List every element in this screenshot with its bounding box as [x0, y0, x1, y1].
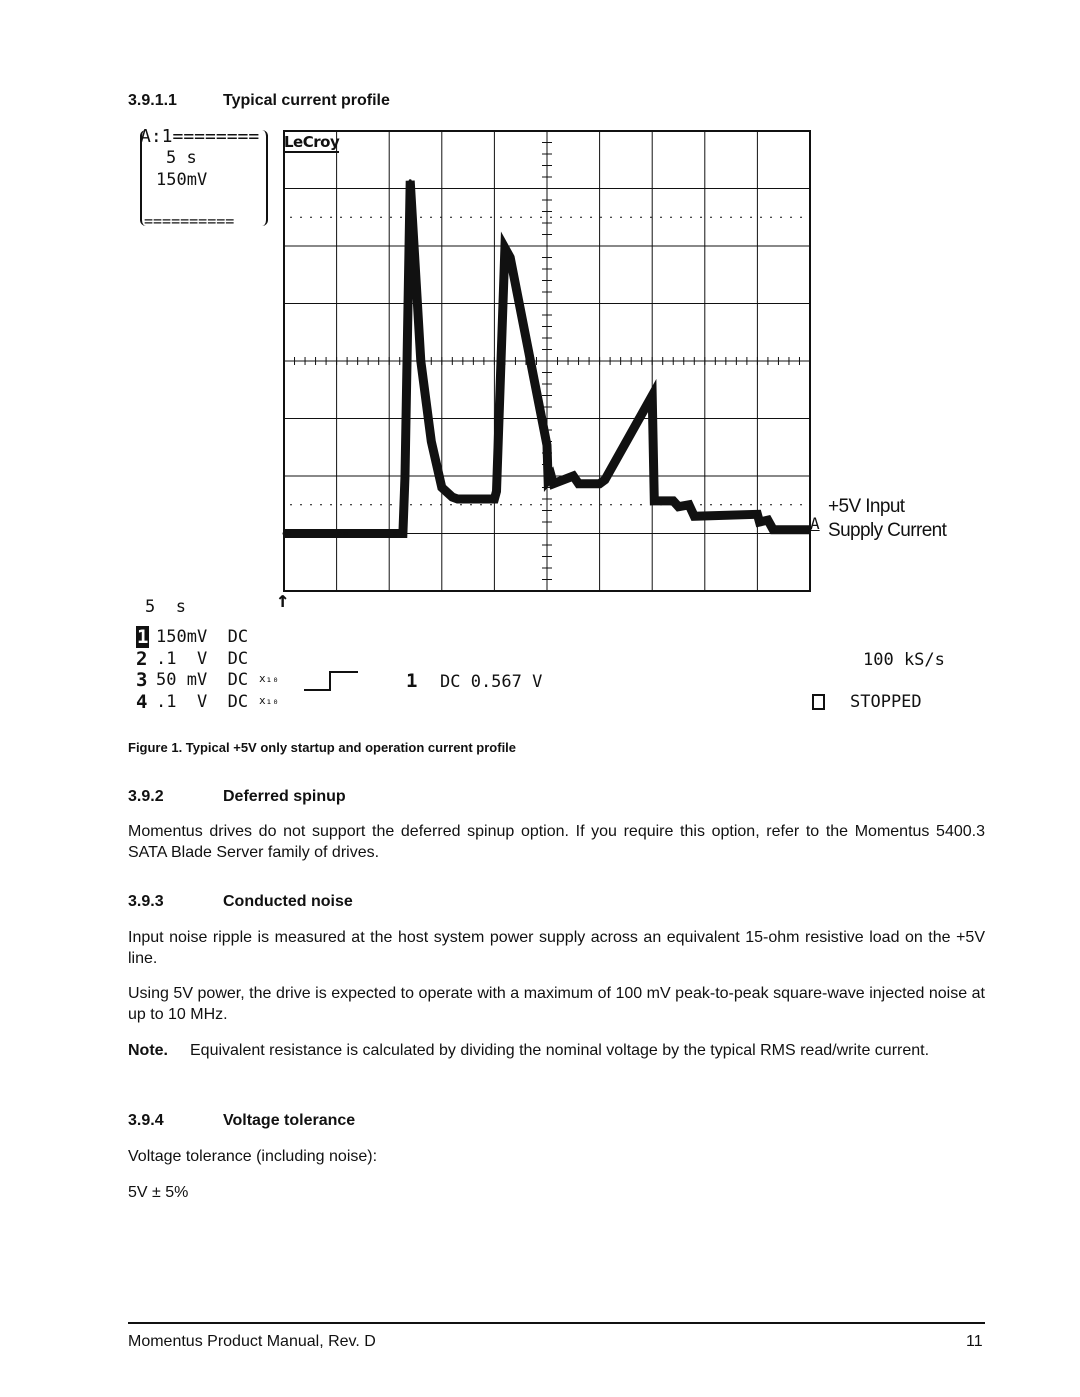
trace-point	[772, 528, 775, 531]
trigger-setting: DC 0.567 V	[440, 672, 543, 692]
trace-point	[651, 394, 654, 397]
oscilloscope-figure	[128, 120, 980, 720]
trace-point	[552, 482, 555, 485]
section-heading-3-9-2	[128, 788, 728, 808]
trace-point	[756, 513, 759, 516]
trigger-edge-icon	[304, 670, 360, 692]
acquisition-status: STOPPED	[850, 692, 922, 712]
trace-point	[503, 246, 506, 249]
trace-point	[509, 256, 512, 259]
trace-point	[345, 532, 348, 535]
trace-point	[677, 505, 680, 508]
trace-point	[577, 482, 580, 485]
trace-point	[493, 498, 496, 501]
trace-point	[688, 503, 691, 506]
scope-box-time: 5 s	[166, 148, 197, 168]
trace-point	[572, 475, 575, 478]
scope-box-title: A:1========	[140, 126, 260, 147]
conducted-noise-body-1: Input noise ripple is measured at the host system power supply across an equivalent 15-ohm resistive load on the +5V line.	[128, 929, 985, 967]
stopped-indicator-icon	[812, 694, 825, 710]
trigger-channel: 1	[406, 670, 418, 692]
trace-point	[394, 532, 397, 535]
section-heading-3-9-1-1	[128, 92, 728, 112]
section-title: Voltage tolerance	[223, 1112, 356, 1129]
footer-title: Momentus Product Manual, Rev. D	[128, 1333, 376, 1350]
scope-box-bottom: ==========	[144, 212, 235, 230]
section-title: Deferred spinup	[223, 788, 346, 805]
trace-point	[338, 532, 341, 535]
channel-number: 4	[136, 691, 148, 713]
trace-point	[404, 475, 407, 478]
timebase-readout: 5 s	[145, 597, 186, 617]
trace-marker: A	[810, 514, 820, 533]
trace-point	[440, 486, 443, 489]
trace-point	[672, 499, 675, 502]
trace-point	[419, 360, 422, 363]
trigger-position-arrow: ↑	[276, 588, 290, 613]
channel-number: 3	[136, 669, 148, 691]
trace-point	[430, 440, 433, 443]
deferred-spinup-body: Momentus drives do not support the deferred spinup option. If you require this option, refer to the Momentus 5400.3 SATA Blade Server family of drives.	[128, 823, 985, 861]
trace-point	[550, 475, 553, 478]
scope-box-volts: 150mV	[156, 170, 208, 190]
trace-point	[546, 444, 549, 447]
section-heading-3-9-3	[128, 893, 728, 913]
trace-point	[288, 532, 291, 535]
channel-number: 2	[136, 648, 148, 670]
sample-rate: 100 kS/s	[863, 650, 945, 670]
channel-setting: 150mV DC	[156, 627, 249, 647]
trace-point	[653, 499, 656, 502]
scope-plot	[128, 120, 980, 720]
section-number: 3.9.3	[128, 893, 164, 910]
trace-point	[598, 482, 601, 485]
figure-caption: Figure 1. Typical +5V only startup and operation current profile	[128, 740, 517, 755]
trace-point	[456, 498, 459, 501]
footer-rule	[128, 1322, 985, 1324]
channel-probe-factor: x₁₀	[259, 694, 279, 707]
trace-label-line1: +5V Input	[828, 496, 905, 517]
trace-point	[693, 515, 696, 518]
channel-setting: 50 mV DC	[156, 670, 249, 690]
trace-point	[766, 519, 769, 522]
trace-point	[495, 490, 498, 493]
note-label: Note.	[128, 1042, 168, 1059]
trace-point	[451, 496, 454, 499]
section-number: 3.9.4	[128, 1112, 164, 1129]
voltage-tolerance-body: Voltage tolerance (including noise):	[128, 1148, 378, 1165]
lecroy-logo: LeCroy	[284, 133, 340, 151]
voltage-tolerance-value: 5V ± 5%	[128, 1184, 189, 1201]
note-text: Equivalent resistance is calculated by dividing the nominal voltage by the typical RMS read/write current.	[190, 1042, 930, 1059]
channel-setting: .1 V DC	[156, 649, 249, 669]
channel-number: 1	[137, 626, 149, 648]
trace-label-line2: Supply Current	[828, 520, 947, 541]
trace-point	[283, 532, 286, 535]
page-number: 11	[966, 1333, 983, 1350]
channel-setting: .1 V DC	[156, 692, 249, 712]
trace-point	[401, 532, 404, 535]
channel-probe-factor: x₁₀	[259, 672, 279, 685]
trace-point	[603, 478, 606, 481]
section-title: Typical current profile	[223, 92, 390, 109]
trace-point	[409, 179, 412, 182]
trace-point	[547, 478, 550, 481]
conducted-noise-body-2: Using 5V power, the drive is expected to operate with a maximum of 100 mV peak-to-peak square-wave injected noise at up to 10 MHz.	[128, 985, 985, 1023]
section-number: 3.9.1.1	[128, 92, 177, 109]
section-number: 3.9.2	[128, 788, 164, 805]
section-heading-3-9-4	[128, 1112, 728, 1132]
trace-point	[758, 521, 761, 524]
section-title: Conducted noise	[223, 893, 353, 910]
